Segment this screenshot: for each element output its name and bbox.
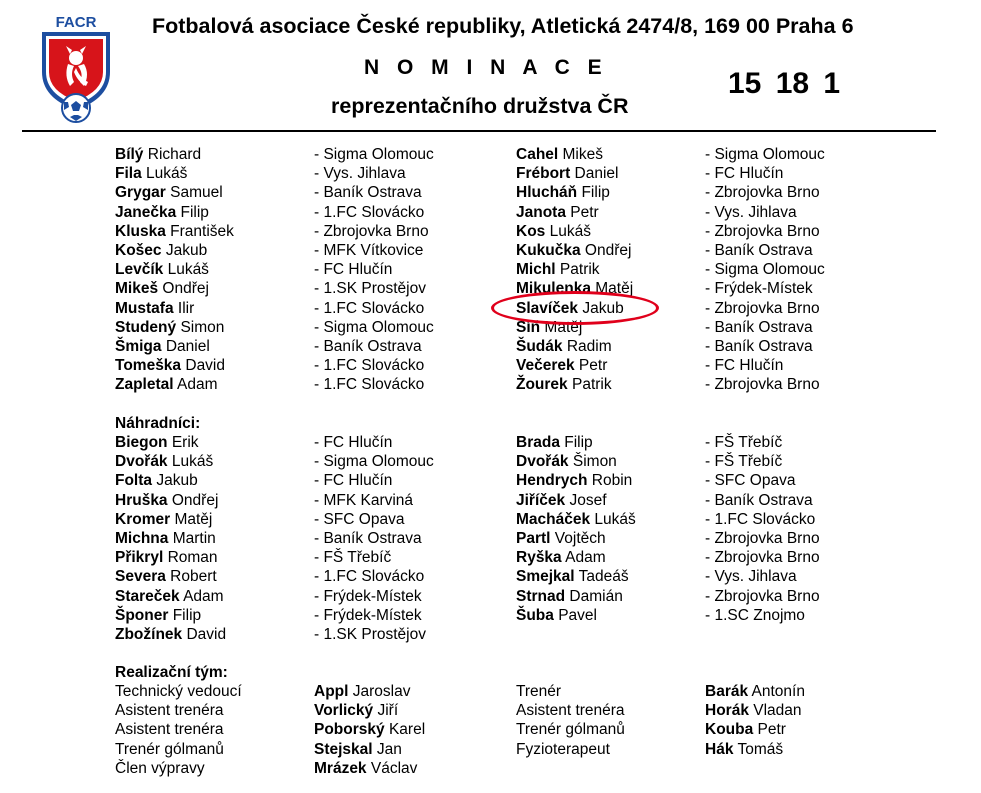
- person-name: [314, 740, 402, 759]
- person-name: [115, 299, 194, 318]
- surname: Dvořák: [115, 453, 168, 471]
- surname: Jiříček: [516, 491, 566, 509]
- surname: Smejkal: [516, 568, 575, 586]
- person-name: [516, 145, 603, 164]
- club: - 1.FC Slovácko: [314, 357, 425, 375]
- first-name: Ondřej: [580, 242, 632, 259]
- person-name: [115, 510, 212, 529]
- first-name: Jakub: [152, 472, 198, 490]
- roster-row: [0, 279, 981, 298]
- club: - Frýdek-Místek: [705, 280, 813, 298]
- club: - 1.FC Slovácko: [705, 510, 816, 528]
- club: - Baník Ostrava: [705, 242, 813, 259]
- staff-title: Realizační tým:: [115, 664, 228, 681]
- person-name: [115, 183, 223, 202]
- roster-row: [0, 510, 981, 529]
- person-name: [516, 222, 591, 241]
- club: - Frýdek-Místek: [314, 606, 422, 624]
- first-name: Matěj: [540, 318, 583, 336]
- surname: Zapletal: [115, 376, 174, 394]
- staff-role: Fyzioterapeut: [516, 740, 610, 758]
- roster-row: [0, 183, 981, 202]
- federation-address: Fotbalová asociace České republiky, Atletická 2474/8, 169 00 Praha 6: [152, 14, 854, 38]
- club: - FC Hlučín: [314, 434, 393, 451]
- surname: Michl: [516, 261, 556, 279]
- first-name: Vojtěch: [550, 530, 606, 547]
- surname: Macháček: [516, 510, 591, 528]
- club: - FC Hlučín: [314, 472, 393, 490]
- surname: Horák: [705, 702, 749, 720]
- first-name: David: [182, 626, 227, 643]
- first-name: Lukáš: [545, 222, 591, 240]
- first-name: Filip: [168, 606, 202, 624]
- first-name: Pavel: [553, 606, 597, 624]
- surname: Levčík: [115, 261, 164, 279]
- person-name: [115, 625, 226, 644]
- person-name: [115, 318, 224, 337]
- surname: Mrázek: [314, 759, 367, 777]
- staff-role: Asistent trenéra: [516, 702, 625, 720]
- first-name: Šimon: [568, 453, 617, 471]
- club: - FŠ Třebíč: [314, 549, 392, 567]
- person-name: [516, 471, 632, 490]
- person-name: [115, 241, 207, 260]
- surname: Zbožínek: [115, 626, 183, 643]
- club: - MFK Karviná: [314, 491, 414, 509]
- club: - Baník Ostrava: [705, 491, 813, 509]
- first-name: Matěj: [590, 280, 634, 298]
- staff-row: [0, 759, 981, 778]
- roster-row: [0, 452, 981, 471]
- club: - Zbrojovka Brno: [705, 587, 820, 605]
- roster-row: [0, 491, 981, 510]
- surname: Cahel: [516, 146, 559, 163]
- surname: Slavíček: [516, 299, 579, 317]
- surname: Bílý: [115, 146, 144, 163]
- surname: Síň: [516, 318, 541, 336]
- club: - Zbrojovka Brno: [705, 530, 820, 547]
- roster-row: [0, 222, 981, 241]
- person-name: [115, 203, 209, 222]
- surname: Přikryl: [115, 549, 164, 567]
- roster-row: [0, 260, 981, 279]
- person-name: [115, 471, 198, 490]
- person-name: [516, 183, 610, 202]
- person-name: [516, 203, 599, 222]
- club: - Zbrojovka Brno: [705, 222, 820, 240]
- first-name: Erik: [167, 434, 199, 451]
- surname: Michna: [115, 530, 169, 547]
- surname: Kromer: [115, 510, 171, 528]
- person-name: [705, 682, 805, 701]
- first-name: Ondřej: [158, 280, 209, 298]
- club: - 1.FC Slovácko: [314, 203, 425, 221]
- first-name: Lukáš: [163, 261, 209, 279]
- person-name: [115, 260, 209, 279]
- first-name: Vladan: [748, 702, 802, 720]
- club: - 1.FC Slovácko: [314, 376, 425, 394]
- roster-row: [0, 433, 981, 452]
- surname: Žourek: [516, 376, 568, 394]
- person-name: [516, 491, 607, 510]
- person-name: [115, 452, 213, 471]
- club: - FC Hlučín: [705, 357, 784, 375]
- first-name: Lukáš: [167, 453, 214, 471]
- club: - Zbrojovka Brno: [705, 299, 820, 317]
- document-subtitle: reprezentačního družstva ČR: [331, 94, 629, 118]
- surname: Mikulenka: [516, 280, 591, 298]
- person-name: [115, 491, 218, 510]
- staff-role: Asistent trenéra: [115, 721, 224, 739]
- roster-row: [0, 471, 981, 490]
- club: - Zbrojovka Brno: [314, 222, 429, 240]
- club: - Vys. Jihlava: [314, 165, 406, 183]
- club: - FC Hlučín: [705, 165, 784, 183]
- roster-row: [0, 548, 981, 567]
- person-name: [516, 164, 619, 183]
- person-name: [516, 433, 593, 452]
- surname: Košec: [115, 242, 162, 259]
- person-name: [314, 720, 425, 739]
- person-name: [314, 759, 417, 778]
- club: - Baník Ostrava: [705, 318, 813, 336]
- first-name: Patrik: [567, 376, 612, 394]
- club: - SFC Opava: [705, 472, 796, 490]
- surname: Dvořák: [516, 453, 569, 471]
- surname: Šudák: [516, 338, 563, 355]
- first-name: Jiří: [373, 702, 399, 720]
- surname: Janota: [516, 203, 566, 221]
- first-name: Adam: [173, 376, 218, 394]
- person-name: [115, 222, 234, 241]
- first-name: Damián: [565, 587, 623, 605]
- surname: Frébort: [516, 165, 571, 183]
- roster-row: [0, 164, 981, 183]
- first-name: Jan: [372, 740, 402, 758]
- club: - Vys. Jihlava: [705, 568, 797, 586]
- surname: Hendrych: [516, 472, 588, 490]
- first-name: Petr: [753, 721, 786, 739]
- person-name: [115, 375, 218, 394]
- staff-role: Trenér: [516, 683, 562, 700]
- first-name: Robert: [165, 568, 217, 586]
- staff-row: [0, 740, 981, 759]
- first-name: Daniel: [161, 338, 210, 355]
- person-name: [705, 701, 802, 720]
- club: - Vys. Jihlava: [705, 203, 797, 221]
- first-name: Ondřej: [167, 491, 219, 509]
- surname: Mustafa: [115, 299, 174, 317]
- roster-row: [0, 318, 981, 337]
- surname: Vorlický: [314, 702, 374, 720]
- person-name: [516, 567, 629, 586]
- surname: Brada: [516, 434, 560, 451]
- person-name: [516, 452, 617, 471]
- surname: Partl: [516, 530, 551, 547]
- club: - Frýdek-Místek: [314, 587, 422, 605]
- club: - 1.FC Slovácko: [314, 568, 425, 586]
- surname: Kos: [516, 222, 546, 240]
- club: - FŠ Třebíč: [705, 453, 783, 471]
- first-name: Richard: [143, 146, 202, 163]
- roster-row: [0, 241, 981, 260]
- surname: Studený: [115, 318, 177, 336]
- person-name: [115, 279, 209, 298]
- person-name: [115, 356, 225, 375]
- first-name: Josef: [565, 491, 607, 509]
- staff-row: [0, 720, 981, 739]
- surname: Severa: [115, 568, 166, 586]
- first-name: Filip: [577, 184, 610, 202]
- document-title: N O M I N A C E: [364, 56, 608, 79]
- club: - 1.SK Prostějov: [314, 626, 426, 643]
- surname: Hák: [705, 740, 734, 758]
- first-name: Filip: [176, 203, 209, 221]
- first-name: Jaroslav: [348, 683, 411, 700]
- club: - Zbrojovka Brno: [705, 184, 820, 202]
- first-name: Filip: [559, 434, 593, 451]
- surname: Strnad: [516, 587, 566, 605]
- person-name: [516, 548, 606, 567]
- person-name: [516, 356, 607, 375]
- roster-row: [0, 529, 981, 548]
- person-name: [314, 682, 410, 701]
- surname: Fila: [115, 165, 142, 183]
- person-name: [115, 145, 201, 164]
- first-name: Tadeáš: [574, 568, 629, 586]
- club: - Zbrojovka Brno: [705, 549, 820, 567]
- surname: Poborský: [314, 721, 385, 739]
- first-name: Matěj: [170, 510, 213, 528]
- person-name: [516, 587, 623, 606]
- surname: Šponer: [115, 606, 169, 624]
- club: - Sigma Olomouc: [314, 318, 434, 336]
- roster-row: [0, 356, 981, 375]
- person-name: [115, 567, 217, 586]
- highlight-ellipse: [491, 291, 659, 325]
- club: - Baník Ostrava: [314, 530, 422, 547]
- roster-row: [0, 375, 981, 394]
- person-name: [516, 529, 606, 548]
- club: - Zbrojovka Brno: [705, 376, 820, 394]
- first-name: David: [181, 357, 225, 375]
- first-name: Simon: [176, 318, 225, 336]
- first-name: Martin: [168, 530, 216, 547]
- person-name: [115, 337, 210, 356]
- surname: Hlucháň: [516, 184, 578, 202]
- first-name: Lukáš: [141, 165, 188, 183]
- staff-row: [0, 682, 981, 701]
- surname: Šuba: [516, 606, 554, 624]
- surname: Šmiga: [115, 338, 162, 355]
- first-name: Antonín: [748, 683, 805, 700]
- first-name: Patrik: [555, 261, 600, 279]
- club: - Baník Ostrava: [705, 338, 813, 355]
- first-name: Ilir: [173, 299, 195, 317]
- club: - Sigma Olomouc: [314, 146, 434, 163]
- club: - Sigma Olomouc: [314, 453, 434, 471]
- staff-role: Asistent trenéra: [115, 702, 224, 720]
- club: - 1.SK Prostějov: [314, 280, 426, 298]
- club: - Sigma Olomouc: [705, 146, 825, 163]
- person-name: [115, 587, 224, 606]
- staff-role: Technický vedoucí: [115, 683, 242, 700]
- roster-row: [0, 567, 981, 586]
- club: - Sigma Olomouc: [705, 261, 825, 279]
- staff-row: [0, 701, 981, 720]
- surname: Ryška: [516, 549, 562, 567]
- club: - FC Hlučín: [314, 261, 393, 279]
- first-name: Radim: [562, 338, 612, 355]
- club: - SFC Opava: [314, 510, 405, 528]
- surname: Appl: [314, 683, 349, 700]
- person-name: [516, 375, 612, 394]
- staff-role: Trenér gólmanů: [115, 740, 224, 758]
- document-code: 15 18 1: [728, 67, 841, 100]
- club: - Baník Ostrava: [314, 184, 422, 202]
- surname: Stejskal: [314, 740, 373, 758]
- surname: Tomeška: [115, 357, 182, 375]
- person-name: [314, 701, 398, 720]
- first-name: Lukáš: [590, 510, 636, 528]
- surname: Mikeš: [115, 280, 159, 298]
- first-name: Tomáš: [733, 740, 784, 758]
- surname: Folta: [115, 472, 153, 490]
- surname: Večerek: [516, 357, 575, 375]
- person-name: [516, 260, 600, 279]
- first-name: František: [165, 222, 234, 240]
- first-name: Adam: [561, 549, 606, 567]
- first-name: Václav: [366, 759, 418, 777]
- roster-row: [0, 606, 981, 625]
- first-name: Samuel: [165, 184, 223, 202]
- surname: Stareček: [115, 587, 180, 605]
- person-name: [115, 164, 187, 183]
- surname: Biegon: [115, 434, 168, 451]
- surname: Hruška: [115, 491, 168, 509]
- surname: Barák: [705, 683, 749, 700]
- person-name: [516, 606, 597, 625]
- surname: Grygar: [115, 184, 166, 202]
- roster-row: [0, 203, 981, 222]
- first-name: Adam: [179, 587, 224, 605]
- svg-text:FACR: FACR: [55, 14, 97, 31]
- person-name: [516, 337, 612, 356]
- first-name: Mikeš: [558, 146, 604, 163]
- first-name: Jakub: [161, 242, 208, 259]
- surname: Kluska: [115, 222, 166, 240]
- roster-row: [0, 145, 981, 164]
- roster-row: [0, 337, 981, 356]
- first-name: Daniel: [570, 165, 619, 183]
- roster-row: [0, 587, 981, 606]
- first-name: Jakub: [578, 299, 624, 317]
- first-name: Robin: [587, 472, 633, 490]
- person-name: [115, 548, 218, 567]
- person-name: [705, 740, 783, 759]
- club: - MFK Vítkovice: [314, 242, 424, 259]
- person-name: [516, 510, 636, 529]
- person-name: [115, 606, 201, 625]
- surname: Janečka: [115, 203, 177, 221]
- club: - Baník Ostrava: [314, 338, 422, 355]
- person-name: [705, 720, 786, 739]
- first-name: Petr: [565, 203, 599, 221]
- person-name: [516, 241, 631, 260]
- person-name: [115, 433, 199, 452]
- surname: Kouba: [705, 721, 754, 739]
- staff-role: Trenér gólmanů: [516, 721, 625, 739]
- club: - 1.FC Slovácko: [314, 299, 425, 317]
- first-name: Karel: [384, 721, 426, 739]
- roster-row: [0, 625, 981, 644]
- staff-role: Člen výpravy: [115, 759, 205, 777]
- first-name: Petr: [574, 357, 608, 375]
- surname: Kukučka: [516, 242, 581, 259]
- person-name: [115, 529, 216, 548]
- club: - FŠ Třebíč: [705, 434, 783, 451]
- first-name: Roman: [163, 549, 218, 567]
- club: - 1.SC Znojmo: [705, 606, 805, 624]
- substitutes-title: Náhradníci:: [115, 415, 201, 432]
